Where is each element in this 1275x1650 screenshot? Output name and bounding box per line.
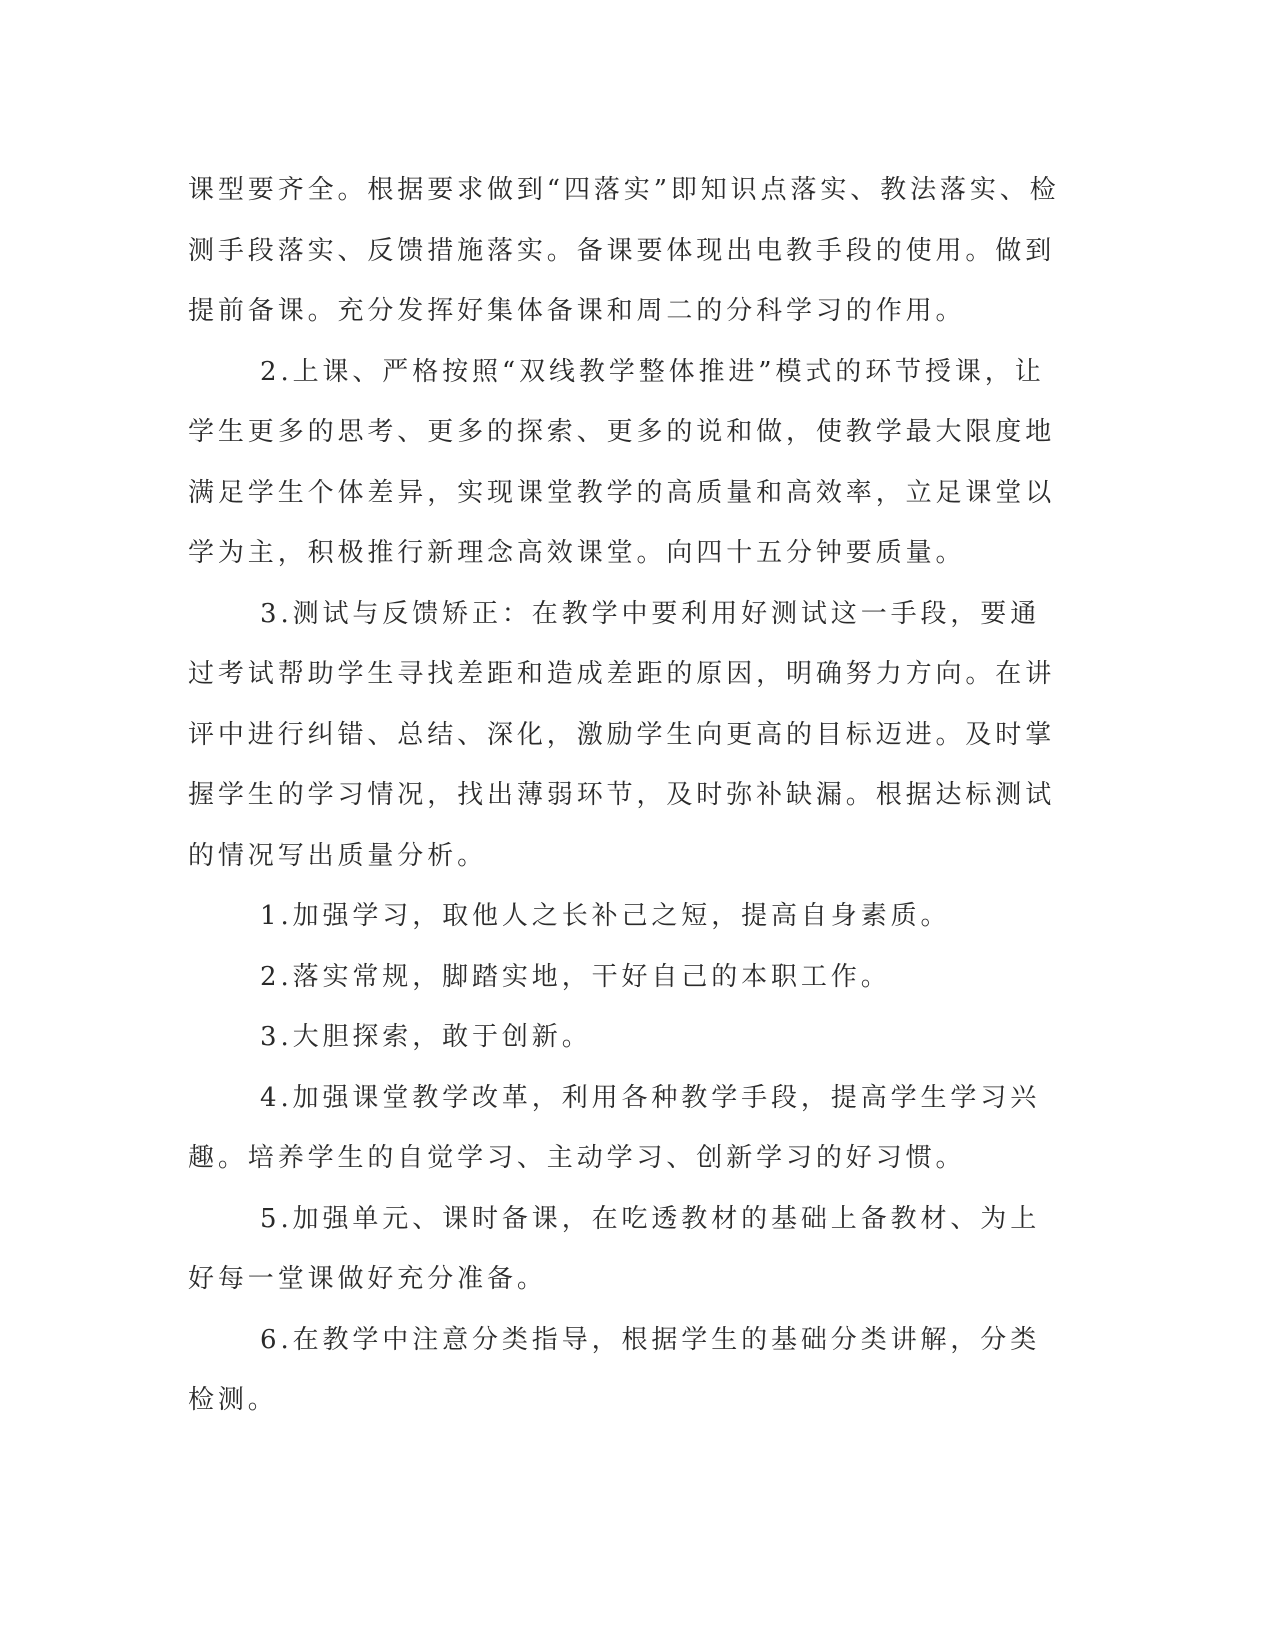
list-item-3-bold-exploration: 3.大胆探索，敢于创新。 xyxy=(260,1022,592,1052)
paragraph-lesson-types: 课型要齐全。根据要求做到“四落实”即知识点落实、教法落实、检测手段落实、反馈措施落实。备课要体现出电教手段的使用。做到提前备课。充分发挥好集体备课和周二的分科学习的作用。 xyxy=(188,175,1060,326)
list-item-5-unit-lesson-prep: 5.加强单元、课时备课，在吃透教材的基础上备教材、为上好每一堂课做好充分准备。 xyxy=(188,1203,1041,1294)
paragraph-2-class-teaching: 2.上课、严格按照“双线教学整体推进”模式的环节授课，让学生更多的思考、更多的探索、更多的说和做，使教学最大限度地满足学生个体差异，实现课堂教学的高质量和高效率，立足课堂以学为主，积极推行新理念高效课堂。向四十五分钟要质量。 xyxy=(188,356,1056,568)
list-item-1-strengthen-learning: 1.加强学习，取他人之长补己之短，提高自身素质。 xyxy=(260,901,951,931)
list-item-2-implement-routines: 2.落实常规，脚踏实地，干好自己的本职工作。 xyxy=(260,961,891,992)
document-body xyxy=(188,160,1068,1431)
list-item-6-categorized-guidance: 6.在教学中注意分类指导，根据学生的基础分类讲解，分类检测。 xyxy=(188,1324,1041,1415)
paragraph-3-testing-feedback: 3.测试与反馈矫正：在教学中要利用好测试这一手段，要通过考试帮助学生寻找差距和造成差距的原因，明确努力方向。在讲评中进行纠错、总结、深化，激励学生向更高的目标迈进。及时掌握学生的学习情况，找出薄弱环节，及时弥补缺漏。根据达标测试的情况写出质量分析。 xyxy=(188,598,1056,871)
list-item-4-classroom-reform: 4.加强课堂教学改革，利用各种教学手段，提高学生学习兴趣。培养学生的自觉学习、主动学习、创新学习的好习惯。 xyxy=(188,1082,1041,1173)
